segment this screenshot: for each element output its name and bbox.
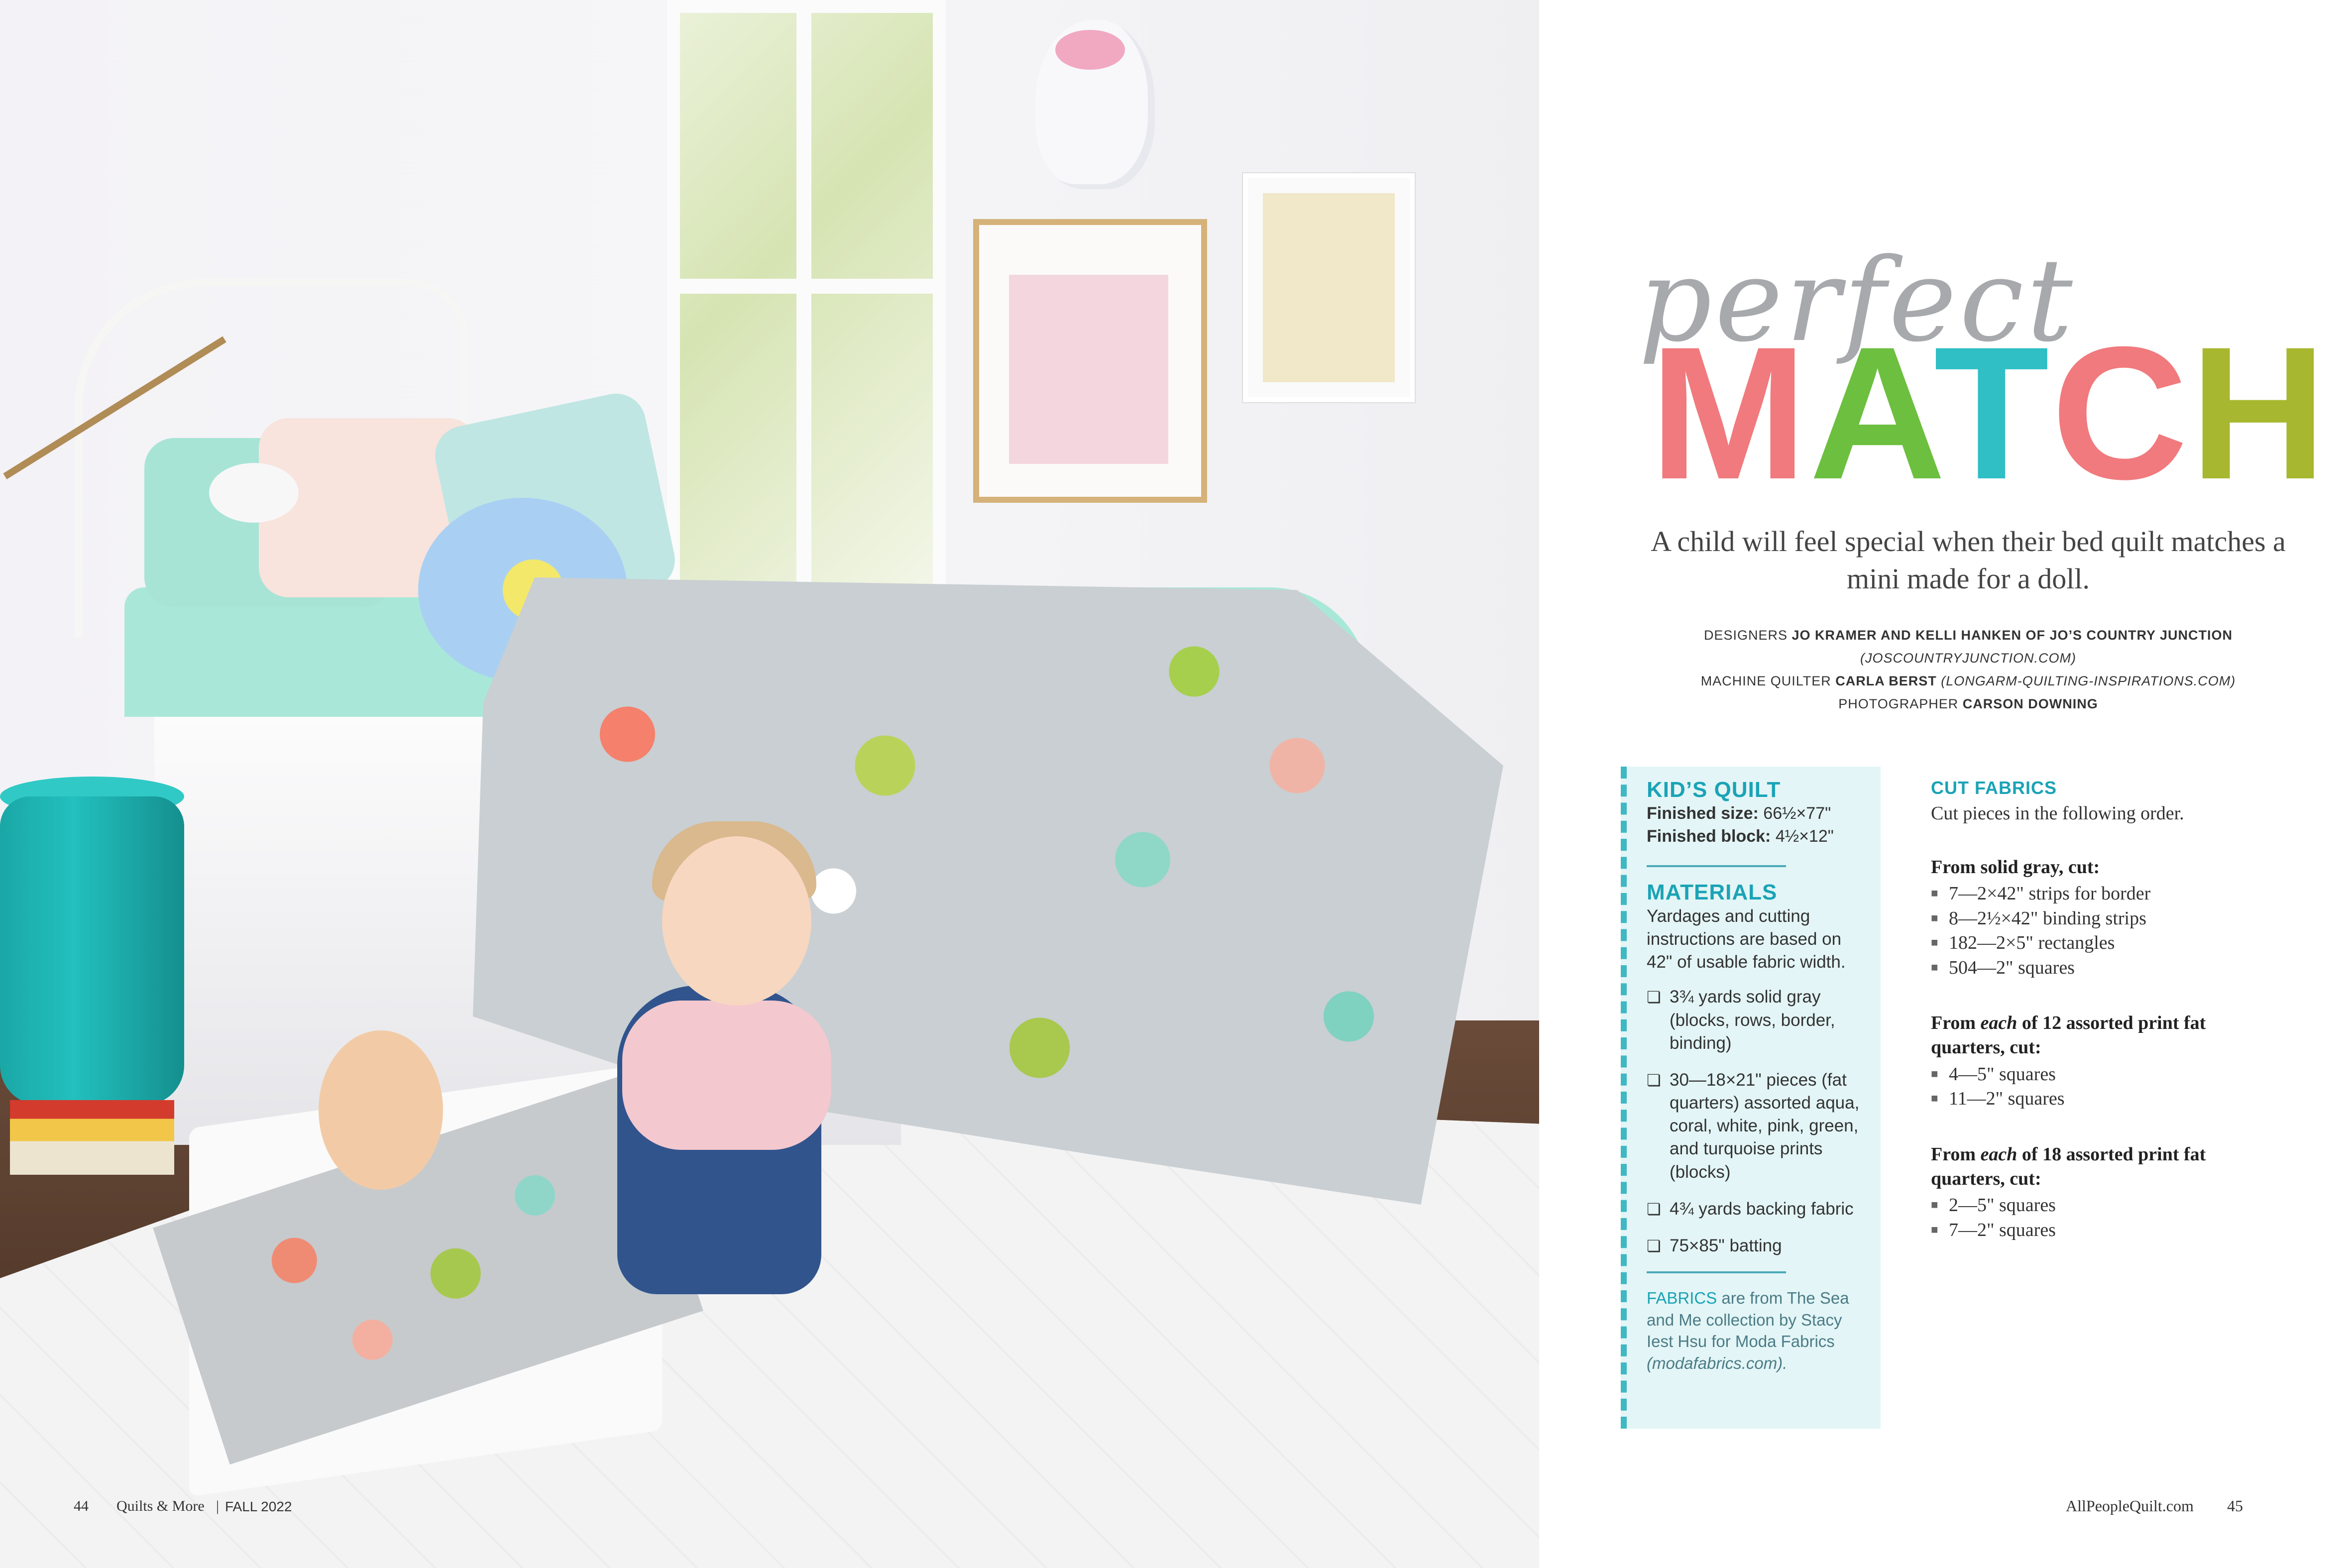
materials-list	[1647, 986, 1866, 1257]
materials-sidebar	[1621, 767, 1881, 1429]
article-deck: A child will feel special when their bed quilt matches a mini made for a doll.	[1651, 525, 2286, 595]
quilter-name: CARLA BERST	[1835, 673, 1937, 688]
child-face	[662, 836, 811, 1006]
unicorn-mane	[1055, 30, 1125, 70]
credit-photographer	[1645, 696, 2292, 712]
website-url: AllPeopleQuilt.com	[2066, 1497, 2194, 1515]
finished-size-value: 66½×77"	[1763, 804, 1831, 823]
cut-fabrics-section	[1931, 778, 2230, 1242]
cut-fabrics-heading: CUT FABRICS	[1931, 778, 2057, 798]
left-page-number: 44	[74, 1498, 89, 1514]
cut-group-heading	[1931, 855, 2230, 880]
cockatoo-print	[1009, 275, 1168, 464]
title-letter: A	[1809, 307, 1934, 519]
materials-item	[1647, 986, 1866, 1055]
materials-item	[1647, 1198, 1866, 1221]
photographer-name: CARSON DOWNING	[1962, 696, 2098, 711]
cut-item: ■ 2—5" squares	[1931, 1193, 2230, 1218]
lamp-shade	[209, 463, 299, 523]
footer-separator: |	[216, 1498, 220, 1514]
cut-item: ■ 8—2½×42" binding strips	[1931, 906, 2230, 931]
cut-item: ■ 7—2" squares	[1931, 1218, 2230, 1242]
publication-name: Quilts & More	[116, 1498, 205, 1514]
article-page	[1539, 0, 2352, 1568]
checkbox-icon: ❏	[1647, 1200, 1661, 1218]
sidebar-heading: KID’S QUILT	[1647, 778, 1781, 802]
quilter-label: MACHINE QUILTER	[1700, 673, 1831, 688]
materials-item-text: 3¾ yards solid gray (blocks, rows, border, binding)	[1670, 987, 1835, 1053]
materials-intro: Yardages and cutting instructions are based on 42" of usable fabric width.	[1647, 906, 1846, 972]
right-page-number: 45	[2227, 1497, 2243, 1515]
quilter-url: (LONGARM-QUILTING-INSPIRATIONS.COM)	[1941, 673, 2236, 688]
fabrics-note	[1647, 1287, 1866, 1374]
cockatoo-art-frame	[973, 219, 1207, 503]
book-stack	[10, 1100, 174, 1175]
finished-size-label: Finished size:	[1647, 804, 1759, 823]
cut-list	[1931, 1193, 2230, 1242]
cut-fabrics-intro: Cut pieces in the following order.	[1931, 803, 2184, 824]
title-letter: H	[2190, 307, 2329, 519]
finished-block-value: 4½×12"	[1775, 826, 1834, 846]
materials-item-text: 75×85" batting	[1670, 1236, 1782, 1256]
title-caps	[1650, 307, 2329, 519]
doll	[319, 1030, 443, 1190]
cut-group	[1931, 855, 2230, 980]
cut-group	[1931, 1011, 2230, 1112]
checkbox-icon: ❏	[1647, 1237, 1661, 1255]
cut-groups	[1931, 855, 2230, 1242]
window-transom	[667, 279, 946, 294]
designers-label: DESIGNERS	[1703, 628, 1788, 643]
cut-list	[1931, 882, 2230, 980]
materials-item	[1647, 1069, 1866, 1184]
cut-group-heading-pre: From	[1931, 1012, 1981, 1033]
cut-group-heading-post: of 18 assorted print fat quarters, cut:	[1931, 1143, 2206, 1189]
materials-item-text: 4¾ yards backing fabric	[1670, 1199, 1854, 1219]
fabrics-url: (modafabrics.com).	[1647, 1353, 1788, 1372]
credit-designers-url: (JOSCOUNTRYJUNCTION.COM)	[1860, 651, 2076, 666]
fabrics-label: FABRICS	[1647, 1289, 1717, 1308]
title-script: perfect	[1639, 234, 2076, 367]
issue-label: FALL 2022	[225, 1499, 292, 1514]
cut-group-heading-post: of 12 assorted print fat quarters, cut:	[1931, 1012, 2206, 1058]
credit-quilter	[1645, 673, 2292, 689]
cut-group-heading	[1931, 1142, 2230, 1192]
cut-item: ■ 504—2" squares	[1931, 956, 2230, 980]
cut-group-heading-pre: From solid gray, cut:	[1931, 857, 2100, 878]
fabrics-text: are from The Sea and Me collection by Stacy Iest Hsu for Moda Fabrics	[1647, 1289, 1849, 1351]
sidebar-divider	[1647, 865, 1786, 867]
credit-designers	[1645, 628, 2292, 643]
cactus-print	[1263, 193, 1395, 382]
cut-item: ■ 4—5" squares	[1931, 1062, 2230, 1087]
cut-list	[1931, 1062, 2230, 1112]
materials-heading: MATERIALS	[1647, 880, 1778, 904]
child-arms	[622, 1001, 831, 1150]
sidebar-divider-2	[1647, 1271, 1786, 1273]
title-letter: C	[2051, 307, 2190, 519]
materials-item-text: 30—18×21" pieces (fat quarters) assorted aqua, coral, white, pink, green, and turquoise prints (blocks)	[1670, 1070, 1860, 1182]
photographer-label: PHOTOGRAPHER	[1838, 696, 1959, 711]
finished-block	[1647, 825, 1866, 848]
cut-item: ■ 7—2×42" strips for border	[1931, 882, 2230, 906]
cactus-art-frame	[1243, 173, 1415, 402]
turquoise-garden-stool	[0, 796, 184, 1105]
materials-item	[1647, 1234, 1866, 1257]
cut-item: ■ 182—2×5" rectangles	[1931, 931, 2230, 955]
cut-item: ■ 11—2" squares	[1931, 1087, 2230, 1111]
finished-size	[1647, 802, 1866, 825]
cut-group-heading-em: each	[1980, 1143, 2017, 1165]
cut-group-heading	[1931, 1011, 2230, 1060]
title-letter: T	[1933, 307, 2051, 519]
title-letter: M	[1650, 307, 1809, 519]
checkbox-icon: ❏	[1647, 1071, 1661, 1089]
window-mullion	[796, 0, 811, 622]
cut-group-heading-pre: From	[1931, 1143, 1981, 1165]
finished-block-label: Finished block:	[1647, 826, 1771, 846]
designers-names: JO KRAMER AND KELLI HANKEN OF JO’S COUNTRY JUNCTION	[1792, 628, 2233, 643]
cut-group-heading-em: each	[1980, 1012, 2017, 1033]
cut-group	[1931, 1142, 2230, 1243]
checkbox-icon: ❏	[1647, 988, 1661, 1007]
